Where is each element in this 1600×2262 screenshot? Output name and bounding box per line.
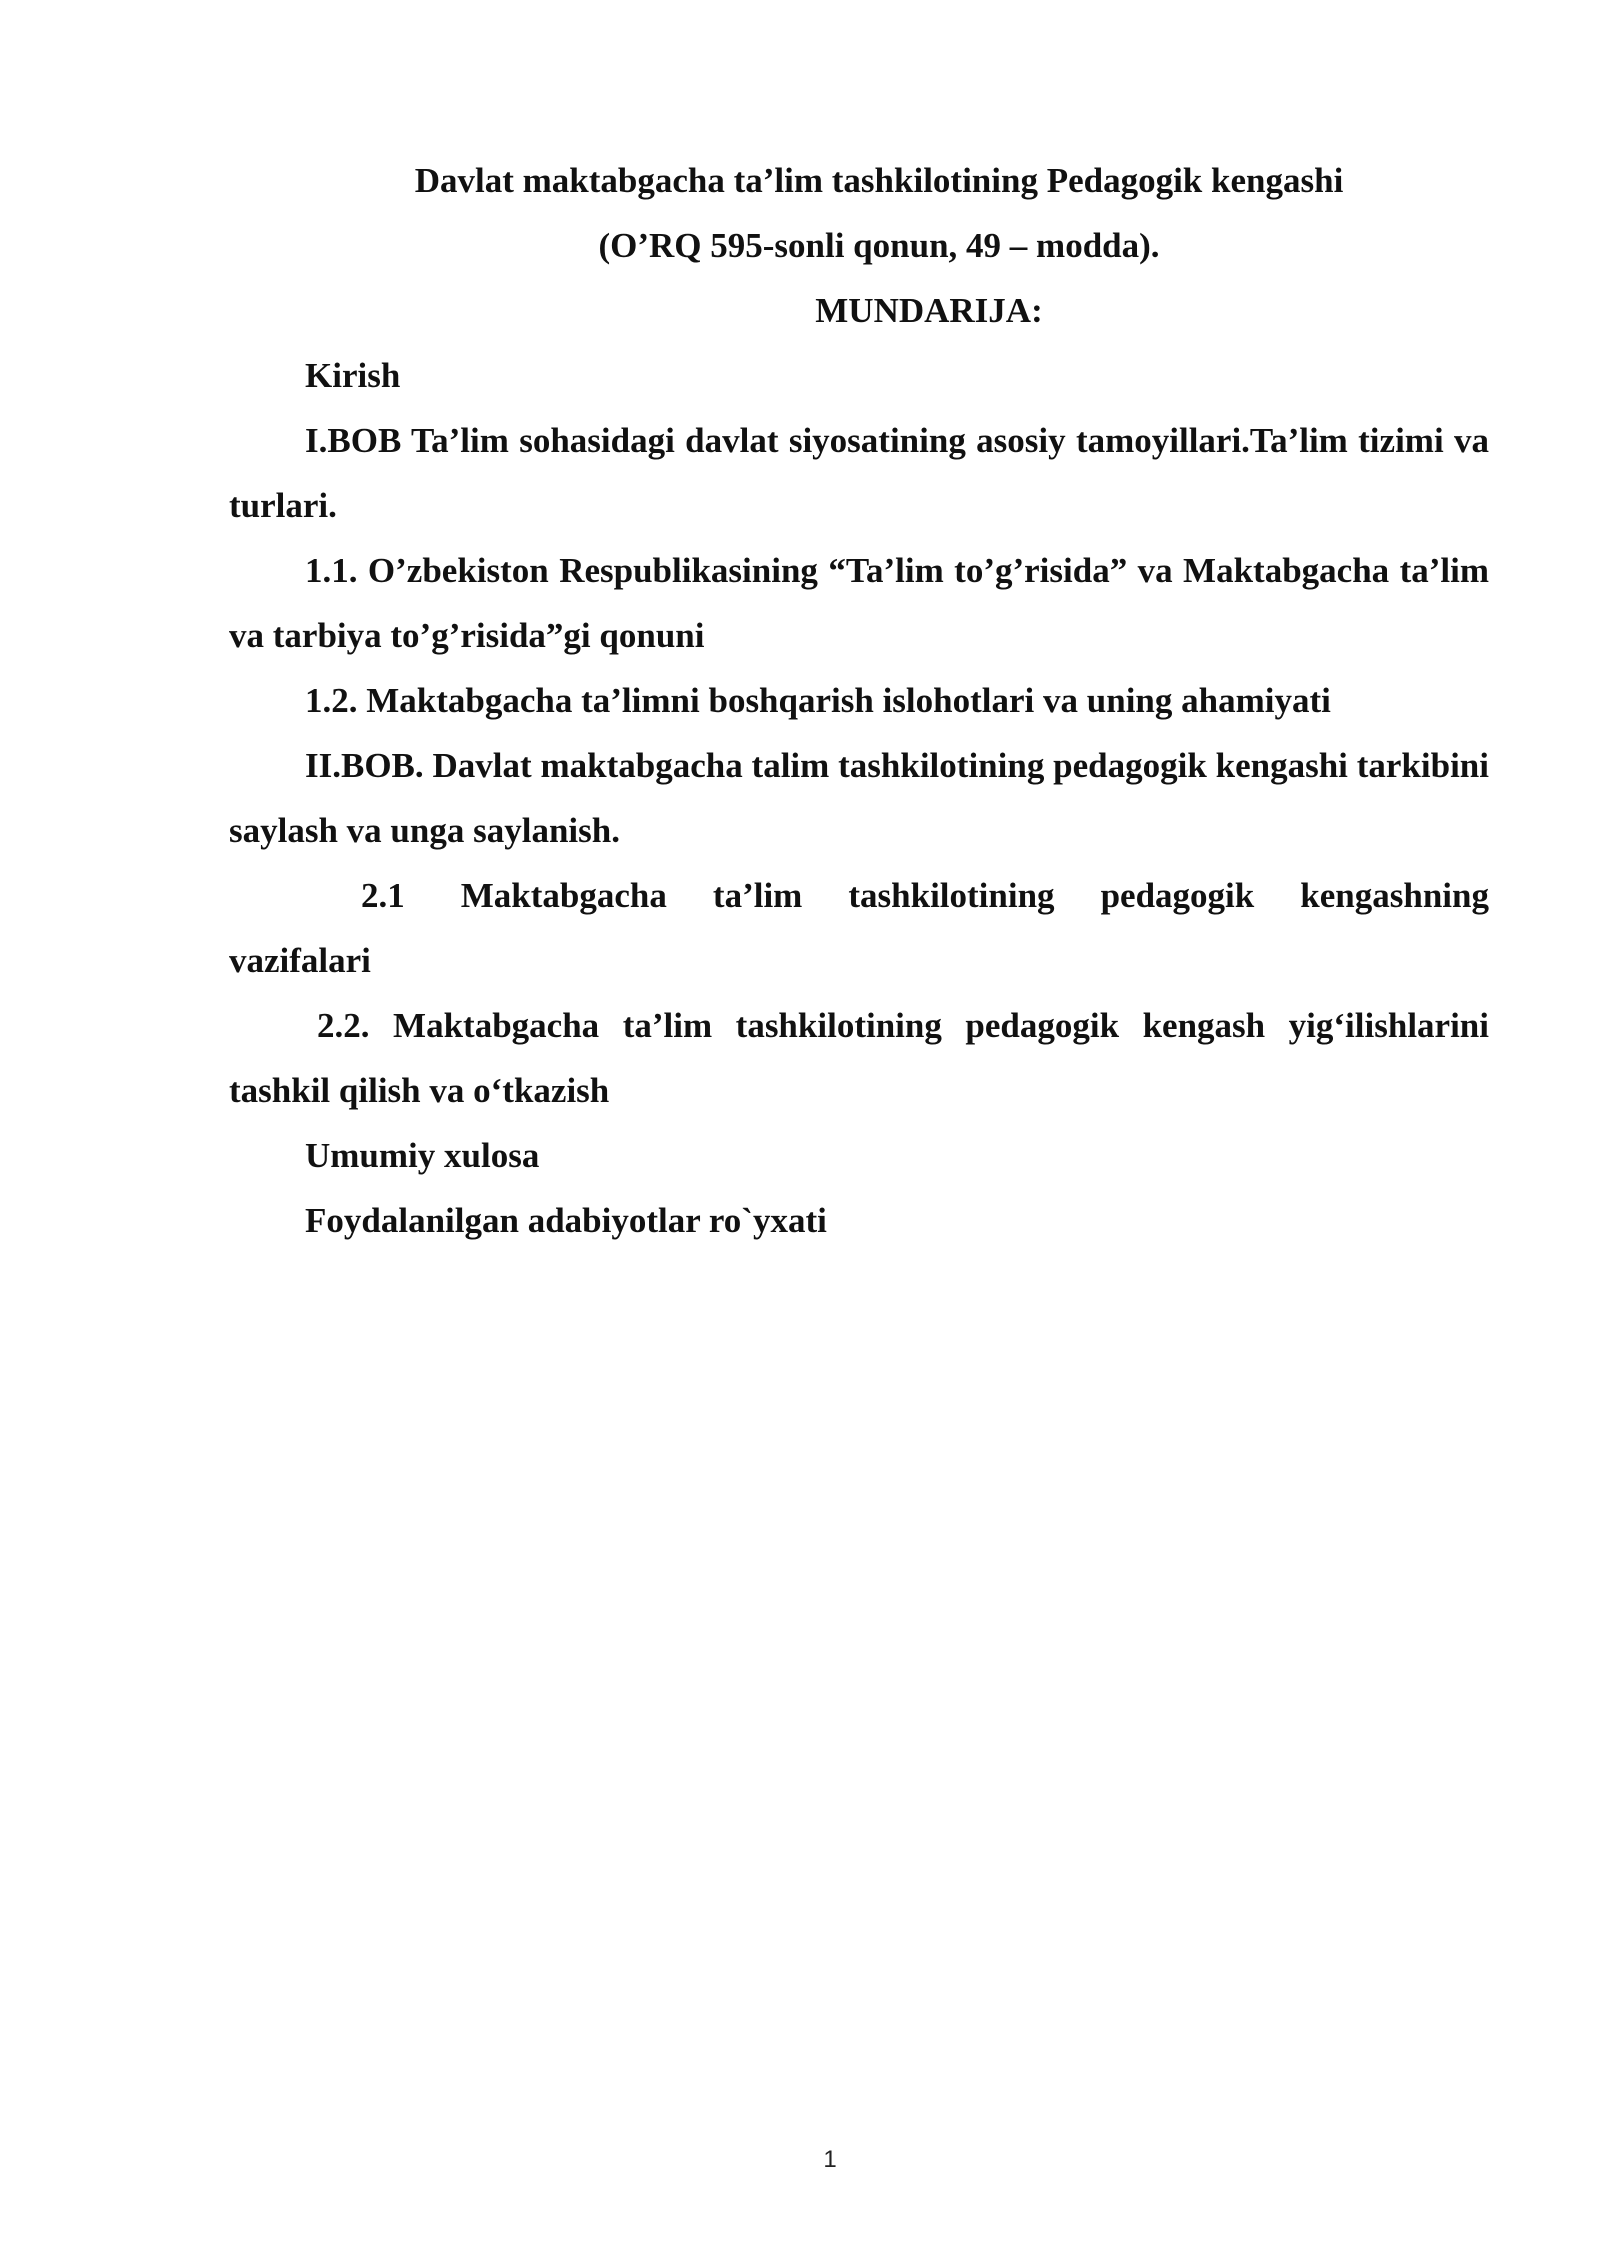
toc-item-chapter-2: II.BOB. Davlat maktabgacha talim tashkilotining pedagogik kengashi tarkibini saylash va unga saylanish. bbox=[229, 746, 1489, 850]
toc-item-section-2-1-text: Maktabgacha ta’lim tashkilotining pedagogik kengashning vazifalari bbox=[229, 876, 1489, 980]
toc-item-kirish: Kirish bbox=[305, 356, 401, 395]
document-title: Davlat maktabgacha ta’lim tashkilotining Pedagogik kengashi bbox=[414, 161, 1344, 200]
toc-item-conclusion: Umumiy xulosa bbox=[305, 1136, 540, 1175]
toc-item-section-2-2: 2.2. Maktabgacha ta’lim tashkilotining pedagogik kengash yig‘ilishlarini tashkil qilish va o‘tkazish bbox=[229, 1006, 1489, 1110]
toc-item-section-1-2: 1.2. Maktabgacha ta’limni boshqarish islohotlari va uning ahamiyati bbox=[305, 681, 1331, 720]
toc-item-section-2-1-number: 2.1 bbox=[361, 876, 405, 915]
toc-heading: MUNDARIJA: bbox=[815, 291, 1043, 330]
page-content bbox=[229, 148, 1489, 1253]
toc-item-section-2-1 bbox=[229, 863, 1489, 993]
toc-item-section-1-1: 1.1. O’zbekiston Respublikasining “Ta’lim to’g’risida” va Maktabgacha ta’lim va tarbiya to’g’risida”gi qonuni bbox=[229, 551, 1489, 655]
document-subtitle: (O’RQ 595-sonli qonun, 49 – modda). bbox=[598, 226, 1160, 265]
toc-item-references: Foydalanilgan adabiyotlar ro`yxati bbox=[305, 1201, 827, 1240]
page-number: 1 bbox=[823, 2146, 837, 2173]
table-of-contents bbox=[229, 343, 1489, 1253]
toc-item-chapter-1: I.BOB Ta’lim sohasidagi davlat siyosatining asosiy tamoyillari.Ta’lim tizimi va turlari. bbox=[229, 421, 1489, 525]
